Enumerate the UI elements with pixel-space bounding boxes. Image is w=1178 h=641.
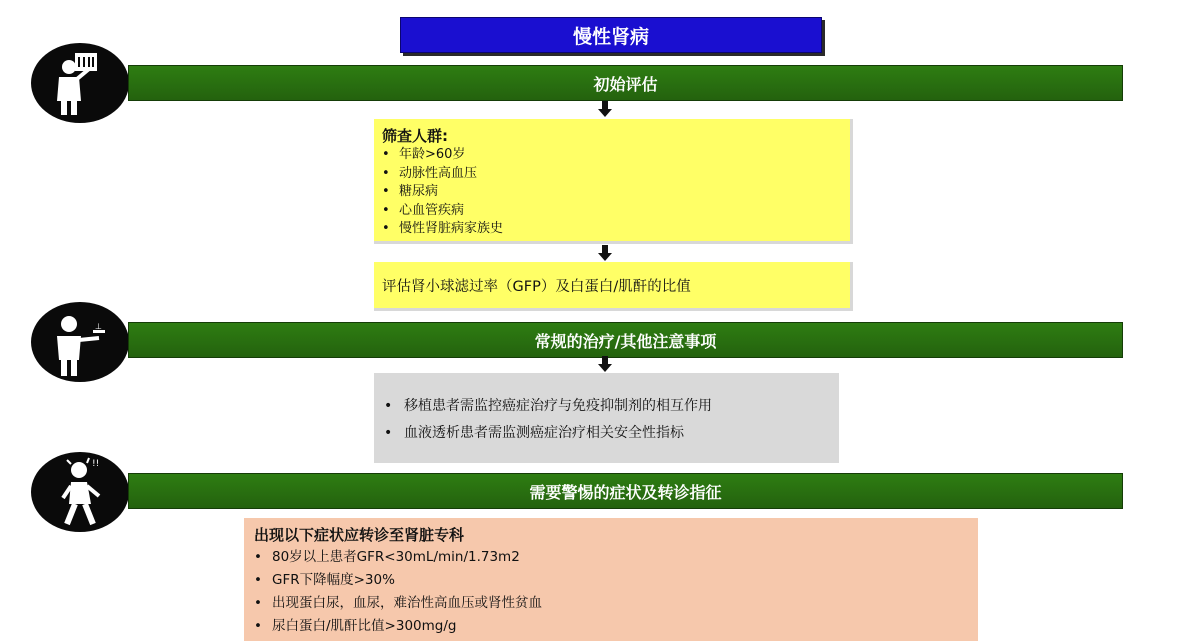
page-title — [400, 17, 822, 53]
down-arrow-icon — [598, 356, 612, 372]
section-warning-signs — [128, 473, 1123, 509]
screening-title: 筛查人群: — [382, 127, 448, 145]
page-title-text: 慢性肾病 — [572, 25, 649, 48]
doctor-clipboard-icon — [31, 302, 129, 382]
list-item: • 年龄>60岁 — [382, 146, 503, 165]
screening-list — [382, 146, 503, 239]
svg-text:!!: !! — [92, 459, 100, 469]
section-routine-treatment — [128, 322, 1123, 358]
gfr-text: 评估肾小球滤过率（GFP）及白蛋白/肌酐的比值 — [382, 279, 691, 295]
referral-box — [244, 518, 978, 641]
list-item: • 移植患者需监控癌症治疗与免疫抑制剂的相互作用 — [384, 393, 712, 420]
routine-list — [384, 393, 712, 447]
list-item: • GFR下降幅度>30% — [254, 569, 542, 592]
section-initial-label: 初始评估 — [593, 74, 658, 94]
referral-list — [254, 546, 542, 638]
list-item: • 慢性肾脏病家族史 — [382, 220, 503, 239]
screening-box — [374, 119, 853, 244]
list-item: • 出现蛋白尿，血尿，难治性高血压或肾性贫血 — [254, 592, 542, 615]
svg-text:⊥: ⊥ — [95, 322, 102, 331]
section-initial-assessment — [128, 65, 1123, 101]
down-arrow-icon — [598, 245, 612, 261]
referral-title: 出现以下症状应转诊至肾脏专科 — [254, 526, 465, 544]
gfr-box — [374, 262, 853, 311]
list-item: • 尿白蛋白/肌酐比值>300mg/g — [254, 615, 542, 638]
list-item: • 血液透析患者需监测癌症治疗相关安全性指标 — [384, 420, 712, 447]
list-item: • 80岁以上患者GFR<30mL/min/1.73m2 — [254, 546, 542, 569]
section-warning-label: 需要警惕的症状及转诊指征 — [529, 482, 722, 502]
down-arrow-icon — [598, 101, 612, 117]
section-routine-label: 常规的治疗/其他注意事项 — [534, 331, 717, 351]
list-item: • 动脉性高血压 — [382, 165, 503, 184]
alarmed-person-icon — [31, 452, 129, 532]
list-item: • 糖尿病 — [382, 183, 503, 202]
doctor-xray-icon — [31, 43, 129, 123]
routine-box — [374, 373, 839, 463]
list-item: • 心血管疾病 — [382, 202, 503, 221]
